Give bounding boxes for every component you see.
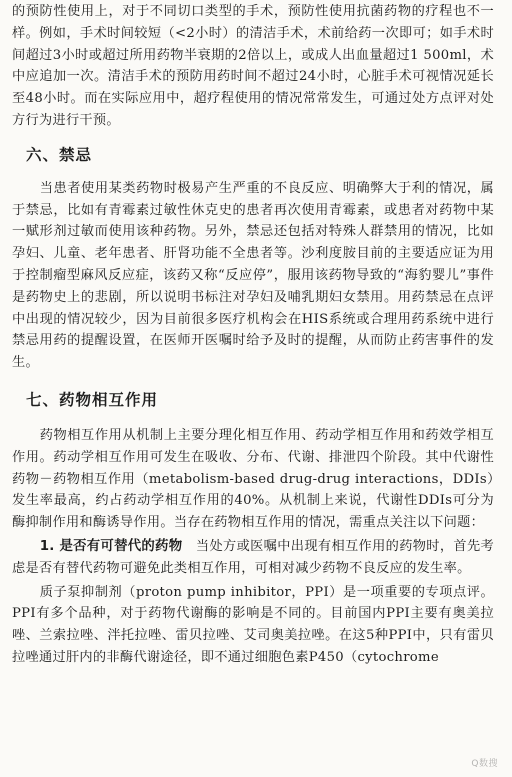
paragraph-contraindications: 当患者使用某类药物时极易产生严重的不良反应、明确弊大于利的情况，属于禁忌，比如有青霉素过敏性休克史的患者再次使用青霉素，或患者对药物中某一赋形剂过敏而使用该种药物。另外，禁忌还包括对特殊人群禁用的情况，比如孕妇、儿童、老年患者、肝肾功能不全患者等。沙利度胺目前的主要适应证为用于控制瘤型麻风反应症，该药又称“反应停”，服用该药物导致的“海豹婴儿”事件是药物史上的悲剧，所以说明书标注对孕妇及哺乳期妇女禁用。用药禁忌在点评中出现的情况较少，因为目前很多医疗机构会在HIS系统或合理用药系统中进行禁忌用药的提醒设置，在医师开医嘱时给予及时的提醒，从而防止药害事件的发生。 xyxy=(12,180,494,371)
paragraph-antibiotic-prophylaxis: 的预防性使用上，对于不同切口类型的手术，预防性使用抗菌药物的疗程也不一样。例如，手术时间较短（<2小时）的清洁手术，术前给药一次即可；如手术时间超过3小时或超过所用药物半衰期的2倍以上，或成人出血量超过1 500ml，术中应追加一次。清洁手术的预防用药时间不超过24小时，心脏手术可视情况延长至48小时。而在实际应用中，超疗程使用的情况常常发生，可通过处方点评对处方行为进行干预。 xyxy=(12,4,494,128)
paragraph-drug-interactions: 药物相互作用从机制上主要分理化相互作用、药动学相互作用和药效学相互作用。药动学相互作用可发生在吸收、分布、代谢、排泄四个阶段。其中代谢性药物－药物相互作用（metabolism-based drug-drug interactions，DDIs）发生率最高，约占药动学相互作用的40%。从机制上来说，代谢性DDIs可分为酶抑制作用和酶诱导作用。当存在药物相互作用的情况，需重点关注以下问题： xyxy=(12,427,494,531)
watermark-logo: Q数搜 xyxy=(471,759,498,769)
subheading-alternative-drugs: 1. 是否有可替代的药物 xyxy=(39,538,183,554)
paragraph-alternative-drugs xyxy=(12,536,494,580)
paragraph-ppi: 质子泵抑制剂（proton pump inhibitor，PPI）是一项重要的专项点评。PPI有多个品种，对于药物代谢酶的影响是不同的。目前国内PPI主要有奥美拉唑、兰索拉唑、泮托拉唑、雷贝拉唑、艾司奥美拉唑。在这5种PPI中，只有雷贝拉唑通过肝内的非酶代谢途径，即不通过细胞色素P450（cytochrome xyxy=(12,584,494,665)
section-heading-contraindications: 六、禁忌 xyxy=(26,145,93,164)
alternative-drugs-body: 当处方或医嘱中出现有相互作用的药物时，首先考虑是否有替代药物可避免此类相互作用，可相对减少药物不良反应的发生率。 xyxy=(12,538,494,576)
section-heading-drug-interactions: 七、药物相互作用 xyxy=(26,390,159,409)
